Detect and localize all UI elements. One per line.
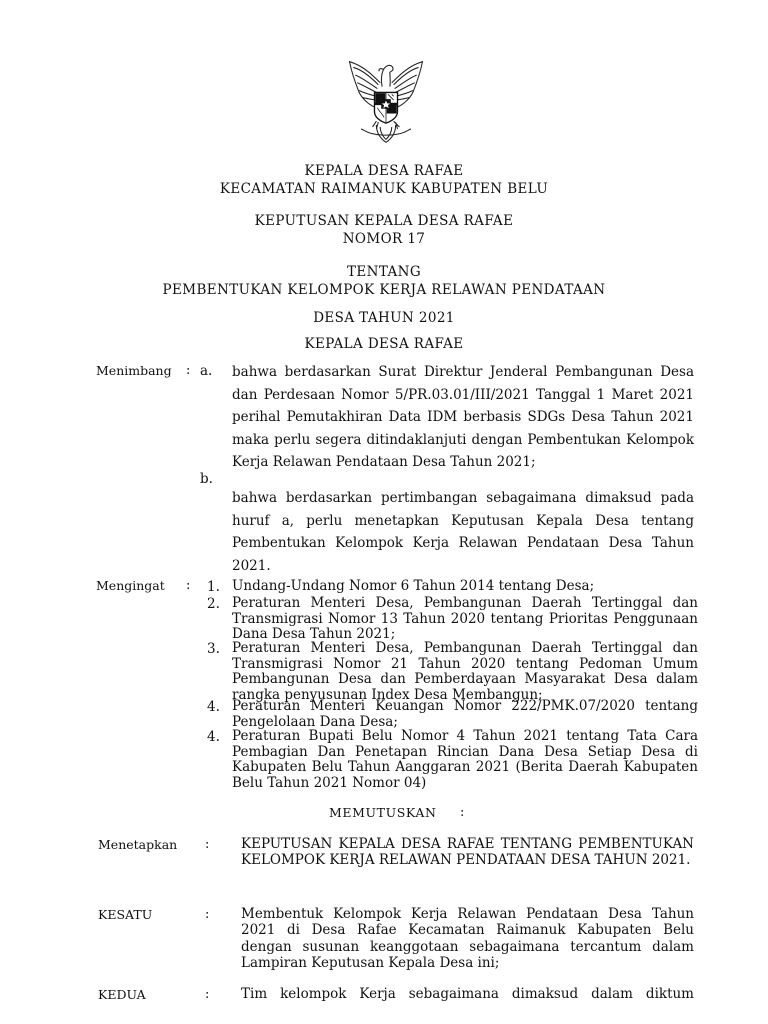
mengingat-label: Mengingat [96,578,165,593]
header-village: KEPALA DESA RAFAE [304,163,464,179]
menetapkan-text: KEPUTUSAN KEPALA DESA RAFAE TENTANG PEMBENTUKAN KELOMPOK KERJA RELAWAN PENDATAAN DESA TAHUN 2021. [241,836,694,868]
mengingat-marker-3: 3. [207,641,220,657]
mengingat-item-5: Peraturan Bupati Belu Nomor 4 Tahun 2021 tentang Tata Cara Pembagian Dan Penetapan Rincian Dana Desa Setiap Desa di Kabupaten Belu Tahun Aanggaran 2021 (Berita Daerah Kabupaten Belu Tahun 2021 Nomor 04) [232,728,698,791]
mengingat-item-3: Peraturan Menteri Desa, Pembangunan Daerah Tertinggal dan Transmigrasi Nomor 21 Tahun 2020 tentang Pedoman Umum Pembangunan Desa dan Pemberdayaan Masyarakat Desa dalam rangka penyusunan Index Desa Membangun; [232,640,698,703]
mengingat-marker-4: 4. [207,699,220,715]
menimbang-label: Menimbang [96,363,172,378]
decree-issuer: KEPALA DESA RAFAE [304,336,464,352]
kedua-label: KEDUA [98,987,146,1002]
memutuskan-colon: : [460,805,465,820]
kesatu-colon: : [205,907,210,922]
kesatu-label: KESATU [98,907,153,922]
menimbang-marker-a: a. [200,363,213,379]
mengingat-marker-5: 4. [207,729,220,745]
decree-title: KEPUTUSAN KEPALA DESA RAFAE [254,213,514,229]
menimbang-colon: : [186,363,191,378]
mengingat-item-4: Peraturan Menteri Keuangan Nomor 222/PMK.07/2020 tentang Pengelolaan Dana Desa; [232,698,698,730]
decree-about: TENTANG [346,264,422,280]
menimbang-item-b: bahwa berdasarkan pertimbangan sebagaimana dimaksud pada huruf a, perlu menetapkan Keputusan Kepala Desa tentang Pembentukan Kelompok Kerja Relawan Pendataan Desa Tahun 2021. [232,490,694,574]
mengingat-colon: : [186,578,191,593]
mengingat-item-2: Peraturan Menteri Desa, Pembangunan Daerah Tertinggal dan Transmigrasi Nomor 13 Tahun 2020 tentang Prioritas Penggunaan Dana Desa Tahun 2021; [232,595,698,642]
decree-number: NOMOR 17 [342,231,426,247]
memutuskan-label: MEMUTUSKAN [329,805,437,820]
header-district: KECAMATAN RAIMANUK KABUPATEN BELU [219,181,549,197]
kedua-text: Tim kelompok Kerja sebagaimana dimaksud dalam diktum [241,986,694,1002]
kedua-colon: : [205,987,210,1002]
menimbang-item-a: bahwa berdasarkan Surat Direktur Jenderal Pembangunan Desa dan Perdesaan Nomor 5/PR.03.01/III/2021 Tanggal 1 Maret 2021 perihal Pemutakhiran Data IDM berbasis SDGs Desa Tahun 2021 maka perlu segera ditindaklanjuti dengan Pembentukan Kelompok Kerja Relawan Pendataan Desa Tahun 2021; [232,364,694,471]
decree-subject-line2: DESA TAHUN 2021 [313,310,455,326]
kesatu-text: Membentuk Kelompok Kerja Relawan Pendataan Desa Tahun 2021 di Desa Rafae Kecamatan Raimanuk Kabupaten Belu dengan susunan keanggotaan sebagaimana tercantum dalam Lampiran Keputusan Kepala Desa ini; [241,906,694,971]
menetapkan-label: Menetapkan [98,837,178,852]
mengingat-item-1: Undang-Undang Nomor 6 Tahun 2014 tentang Desa; [232,578,595,594]
menimbang-marker-b: b. [200,471,213,487]
decree-subject-line1: PEMBENTUKAN KELOMPOK KERJA RELAWAN PENDATAAN [162,282,606,298]
mengingat-marker-1: 1. [207,579,220,595]
menetapkan-colon: : [205,837,210,852]
mengingat-marker-2: 2. [207,596,220,612]
garuda-emblem-icon [338,54,434,150]
